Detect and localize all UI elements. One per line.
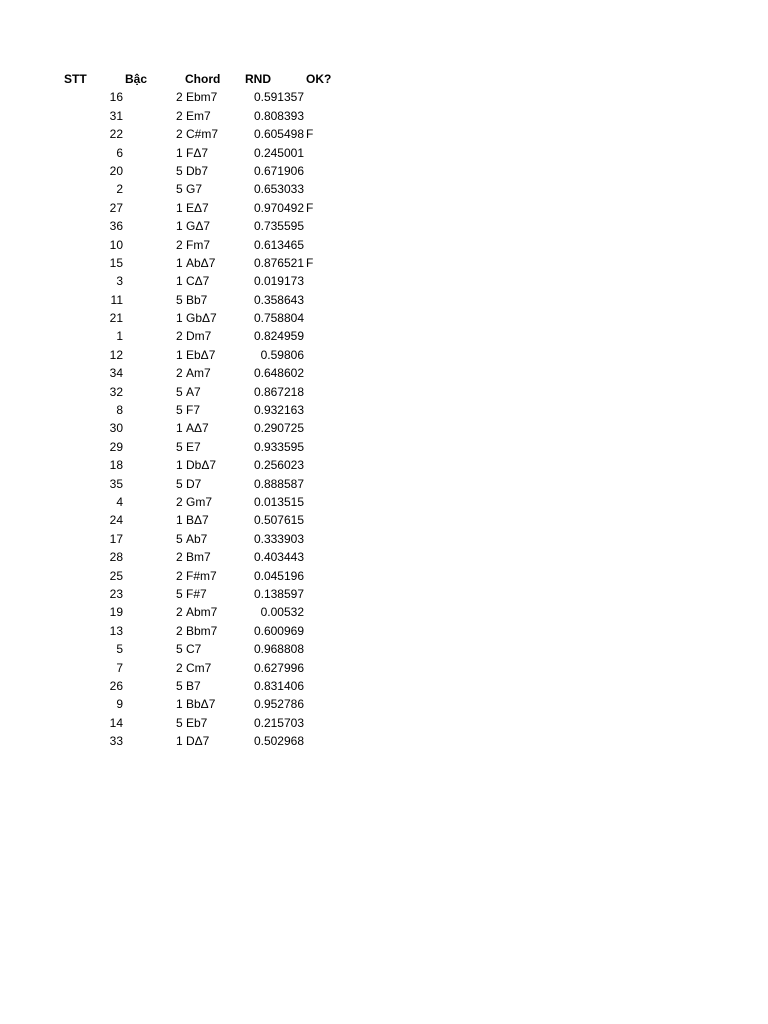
table-row (0, 401, 400, 419)
table-row (0, 456, 400, 474)
rnd-cell[interactable]: 0.600969 (253, 623, 304, 638)
bac-cell[interactable]: 2 (176, 366, 183, 381)
chord-cell[interactable]: Bb7 (186, 292, 208, 307)
chord-cell[interactable]: Ebm7 (186, 90, 218, 105)
stt-cell[interactable]: 31 (109, 108, 123, 123)
table-row (0, 199, 400, 217)
bac-cell[interactable]: 5 (176, 642, 183, 657)
rnd-cell[interactable]: 0.403443 (253, 550, 304, 565)
bac-cell[interactable]: 1 (176, 734, 183, 749)
ok-cell[interactable]: F (306, 127, 314, 142)
chord-cell[interactable]: F#7 (186, 586, 207, 601)
chord-cell[interactable]: AΔ7 (186, 421, 209, 436)
data-rows (0, 88, 400, 750)
chord-cell[interactable]: CΔ7 (186, 274, 210, 289)
chord-cell[interactable]: C7 (186, 642, 202, 657)
chord-cell[interactable]: EΔ7 (186, 200, 209, 215)
ok-cell[interactable]: F (306, 255, 314, 270)
table-row (0, 364, 400, 382)
table-row (0, 162, 400, 180)
stt-cell[interactable]: 20 (109, 163, 123, 178)
bac-cell[interactable]: 5 (176, 715, 183, 730)
stt-cell[interactable]: 8 (116, 403, 123, 418)
rnd-cell[interactable]: 0.648602 (253, 366, 304, 381)
stt-cell[interactable]: 17 (109, 531, 123, 546)
rnd-cell[interactable]: 0.831406 (253, 678, 304, 693)
chord-cell[interactable]: F#m7 (186, 568, 217, 583)
bac-cell[interactable]: 1 (176, 421, 183, 436)
stt-cell[interactable]: 35 (109, 476, 123, 491)
chord-cell[interactable]: Db7 (186, 163, 209, 178)
bac-cell[interactable]: 2 (176, 605, 183, 620)
bac-cell[interactable]: 2 (176, 494, 183, 509)
rnd-cell[interactable]: 0.968808 (253, 642, 304, 657)
rnd-cell[interactable]: 0.808393 (253, 108, 304, 123)
chord-cell[interactable]: E7 (186, 439, 201, 454)
chord-cell[interactable]: Ab7 (186, 531, 208, 546)
chord-cell[interactable]: Em7 (186, 108, 211, 123)
bac-cell[interactable]: 1 (176, 200, 183, 215)
stt-cell[interactable]: 6 (116, 145, 123, 160)
table-row (0, 107, 400, 125)
rnd-cell[interactable]: 0.591357 (253, 90, 304, 105)
table-row (0, 677, 400, 695)
chord-cell[interactable]: F7 (186, 403, 201, 418)
stt-cell[interactable]: 29 (109, 439, 123, 454)
table-row (0, 714, 400, 732)
rnd-cell[interactable]: 0.952786 (253, 697, 304, 712)
chord-cell[interactable]: Bm7 (186, 550, 211, 565)
table-row (0, 640, 400, 658)
stt-cell[interactable]: 19 (109, 605, 123, 620)
bac-cell[interactable]: 5 (176, 292, 183, 307)
table-row (0, 144, 400, 162)
stt-cell[interactable]: 14 (109, 715, 123, 730)
bac-cell[interactable]: 2 (176, 568, 183, 583)
stt-cell[interactable]: 28 (109, 550, 123, 565)
rnd-cell[interactable]: 0.019173 (253, 274, 304, 289)
rnd-cell[interactable]: 0.502968 (253, 734, 304, 749)
table-row (0, 309, 400, 327)
bac-cell[interactable]: 5 (176, 182, 183, 197)
stt-cell[interactable]: 23 (109, 586, 123, 601)
stt-cell[interactable]: 10 (109, 237, 123, 252)
rnd-cell[interactable]: 0.627996 (253, 660, 304, 675)
bac-cell[interactable]: 2 (176, 237, 183, 252)
chord-cell[interactable]: GbΔ7 (186, 311, 217, 326)
rnd-cell[interactable]: 0.507615 (253, 513, 304, 528)
bac-cell[interactable]: 1 (176, 145, 183, 160)
stt-cell[interactable]: 15 (109, 255, 123, 270)
chord-cell[interactable]: G7 (186, 182, 203, 197)
table-row (0, 254, 400, 272)
bac-cell[interactable]: 2 (176, 90, 183, 105)
table-row (0, 475, 400, 493)
stt-cell[interactable]: 16 (109, 90, 123, 105)
stt-cell[interactable]: 32 (109, 384, 123, 399)
table-row (0, 493, 400, 511)
stt-cell[interactable]: 24 (109, 513, 123, 528)
chord-cell[interactable]: A7 (186, 384, 201, 399)
spreadsheet (0, 70, 400, 750)
chord-cell[interactable]: AbΔ7 (186, 255, 216, 270)
bac-cell[interactable]: 2 (176, 329, 183, 344)
rnd-cell[interactable]: 0.876521 (253, 255, 304, 270)
header-chord[interactable]: Chord (185, 72, 221, 86)
chord-cell[interactable]: Bbm7 (186, 623, 218, 638)
stt-cell[interactable]: 30 (109, 421, 123, 436)
stt-cell[interactable]: 11 (110, 292, 123, 307)
header-ok[interactable]: OK? (306, 72, 332, 86)
bac-cell[interactable]: 5 (176, 678, 183, 693)
stt-cell[interactable]: 22 (109, 127, 123, 142)
stt-cell[interactable]: 21 (109, 311, 123, 326)
rnd-cell[interactable]: 0.932163 (253, 403, 304, 418)
rnd-cell[interactable]: 0.867218 (253, 384, 304, 399)
bac-cell[interactable]: 2 (176, 623, 183, 638)
table-row (0, 695, 400, 713)
rnd-cell[interactable]: 0.970492 (253, 200, 304, 215)
rnd-cell[interactable]: 0.605498 (253, 127, 304, 142)
bac-cell[interactable]: 5 (176, 586, 183, 601)
bac-cell[interactable]: 1 (176, 311, 183, 326)
table-row (0, 180, 400, 198)
table-row (0, 511, 400, 529)
stt-cell[interactable]: 25 (109, 568, 123, 583)
stt-cell[interactable]: 26 (109, 678, 123, 693)
table-row (0, 383, 400, 401)
rnd-cell[interactable]: 0.653033 (253, 182, 304, 197)
table-row (0, 659, 400, 677)
bac-cell[interactable]: 1 (176, 347, 183, 362)
stt-cell[interactable]: 4 (116, 494, 123, 509)
table-row (0, 236, 400, 254)
stt-cell[interactable]: 12 (109, 347, 123, 362)
bac-cell[interactable]: 5 (176, 476, 183, 491)
rnd-cell[interactable]: 0.358643 (253, 292, 304, 307)
chord-cell[interactable]: Cm7 (186, 660, 212, 675)
bac-cell[interactable]: 1 (176, 255, 183, 270)
table-row (0, 291, 400, 309)
rnd-cell[interactable]: 0.824959 (253, 329, 304, 344)
chord-cell[interactable]: DbΔ7 (186, 458, 217, 473)
chord-cell[interactable]: EbΔ7 (186, 347, 216, 362)
table-row (0, 346, 400, 364)
bac-cell[interactable]: 1 (176, 697, 183, 712)
bac-cell[interactable]: 1 (176, 513, 183, 528)
bac-cell[interactable]: 5 (176, 403, 183, 418)
chord-cell[interactable]: BΔ7 (186, 513, 209, 528)
stt-cell[interactable]: 27 (109, 200, 123, 215)
bac-cell[interactable]: 2 (176, 660, 183, 675)
rnd-cell[interactable]: 0.045196 (253, 568, 304, 583)
chord-cell[interactable]: C#m7 (186, 127, 219, 142)
rnd-cell[interactable]: 0.888587 (253, 476, 304, 491)
ok-cell[interactable]: F (306, 200, 314, 215)
table-row (0, 603, 400, 621)
table-row (0, 217, 400, 235)
table-row (0, 585, 400, 603)
chord-cell[interactable]: FΔ7 (186, 145, 209, 160)
bac-cell[interactable]: 2 (176, 550, 183, 565)
chord-cell[interactable]: Eb7 (186, 715, 208, 730)
rnd-cell[interactable]: 0.735595 (253, 219, 304, 234)
rnd-cell[interactable]: 0.00532 (260, 605, 304, 620)
bac-cell[interactable]: 1 (176, 458, 183, 473)
rnd-cell[interactable]: 0.215703 (253, 715, 304, 730)
stt-cell[interactable]: 18 (109, 458, 123, 473)
bac-cell[interactable]: 5 (176, 439, 183, 454)
rnd-cell[interactable]: 0.290725 (253, 421, 304, 436)
stt-cell[interactable]: 34 (109, 366, 123, 381)
table-row (0, 530, 400, 548)
table-row (0, 567, 400, 585)
header-row (0, 70, 400, 88)
chord-cell[interactable]: Am7 (186, 366, 211, 381)
table-row (0, 732, 400, 750)
header-bac[interactable]: Bậc (125, 72, 148, 86)
bac-cell[interactable]: 2 (176, 127, 183, 142)
table-row (0, 419, 400, 437)
rnd-cell[interactable]: 0.758804 (253, 311, 304, 326)
rnd-cell[interactable]: 0.613465 (253, 237, 304, 252)
bac-cell[interactable]: 2 (176, 108, 183, 123)
header-rnd[interactable]: RND (245, 72, 271, 86)
table-row (0, 548, 400, 566)
chord-cell[interactable]: Fm7 (186, 237, 210, 252)
chord-cell[interactable]: Dm7 (186, 329, 212, 344)
rnd-cell[interactable]: 0.933595 (253, 439, 304, 454)
chord-cell[interactable]: DΔ7 (186, 734, 210, 749)
chord-cell[interactable]: BbΔ7 (186, 697, 216, 712)
stt-cell[interactable]: 2 (116, 182, 123, 197)
stt-cell[interactable]: 5 (116, 642, 123, 657)
bac-cell[interactable]: 1 (176, 219, 183, 234)
header-stt[interactable]: STT (64, 72, 87, 86)
stt-cell[interactable]: 1 (116, 329, 123, 344)
rnd-cell[interactable]: 0.013515 (253, 494, 304, 509)
table-row (0, 88, 400, 106)
chord-cell[interactable]: B7 (186, 678, 201, 693)
table-row (0, 327, 400, 345)
stt-cell[interactable]: 7 (116, 660, 123, 675)
stt-cell[interactable]: 36 (109, 219, 123, 234)
chord-cell[interactable]: Gm7 (186, 494, 213, 509)
bac-cell[interactable]: 5 (176, 531, 183, 546)
rnd-cell[interactable]: 0.59806 (260, 347, 304, 362)
rnd-cell[interactable]: 0.245001 (253, 145, 304, 160)
stt-cell[interactable]: 9 (116, 697, 123, 712)
rnd-cell[interactable]: 0.138597 (253, 586, 304, 601)
table-row (0, 272, 400, 290)
stt-cell[interactable]: 13 (109, 623, 123, 638)
rnd-cell[interactable]: 0.671906 (253, 163, 304, 178)
rnd-cell[interactable]: 0.256023 (253, 458, 304, 473)
stt-cell[interactable]: 33 (109, 734, 123, 749)
table-row (0, 438, 400, 456)
table-row (0, 622, 400, 640)
table-row (0, 125, 400, 143)
bac-cell[interactable]: 5 (176, 163, 183, 178)
bac-cell[interactable]: 1 (176, 274, 183, 289)
rnd-cell[interactable]: 0.333903 (253, 531, 304, 546)
bac-cell[interactable]: 5 (176, 384, 183, 399)
chord-cell[interactable]: GΔ7 (186, 219, 211, 234)
chord-cell[interactable]: D7 (186, 476, 202, 491)
chord-cell[interactable]: Abm7 (186, 605, 218, 620)
stt-cell[interactable]: 3 (116, 274, 123, 289)
